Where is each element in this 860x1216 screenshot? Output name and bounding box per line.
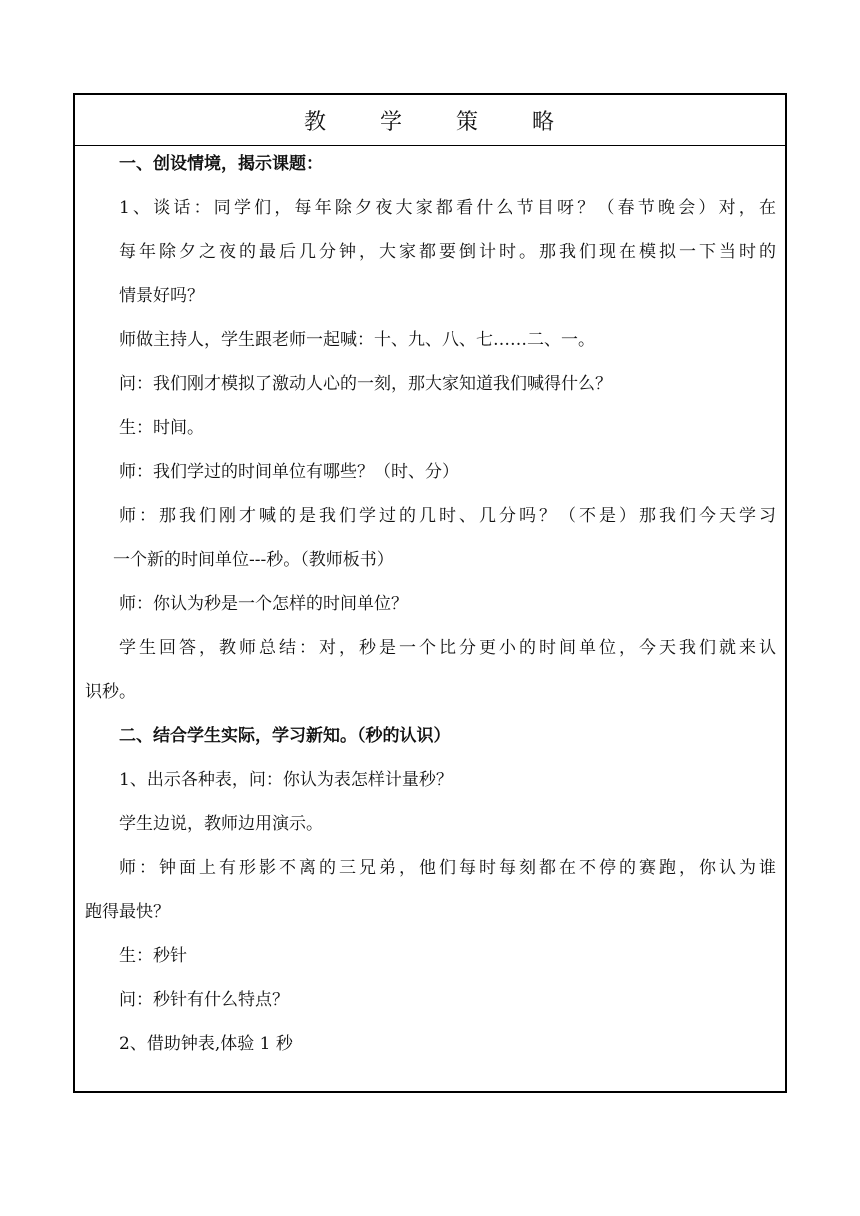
paragraph-line: 2、借助钟表,体验 1 秒 [119,1034,293,1054]
table-title [75,95,785,146]
paragraph-line: 1、出示各种表，问：你认为表怎样计量秒？ [119,770,453,790]
paragraph-line: 每年除夕之夜的最后几分钟，大家都要倒计时。那我们现在模拟一下当时的 [119,242,776,262]
paragraph-line: 一个新的时间单位---秒。（教师板书） [113,550,394,570]
paragraph-line: 1、谈话：同学们，每年除夕夜大家都看什么节目呀？（春节晚会）对，在 [119,198,776,218]
paragraph-line: 识秒。 [85,682,136,702]
paragraph-line: 情景好吗？ [119,286,204,306]
paragraph-line: 师：我们学过的时间单位有哪些？（时、分） [119,462,459,482]
title-char: 略 [532,109,557,135]
paragraph-line: 学生边说，教师边用演示。 [119,814,323,834]
paragraph-line: 学生回答，教师总结：对，秒是一个比分更小的时间单位，今天我们就来认 [119,638,776,658]
section-heading: 二、结合学生实际，学习新知。（秒的认识） [119,726,451,746]
paragraph-line: 跑得最快？ [85,902,170,922]
strategy-table [73,93,787,1093]
paragraph-line: 生：秒针 [119,946,187,966]
paragraph-line: 师：你认为秒是一个怎样的时间单位？ [119,594,408,614]
title-char: 学 [379,109,404,135]
paragraph-line: 师做主持人，学生跟老师一起喊：十、九、八、七……二、一。 [119,330,595,350]
title-char: 策 [456,109,481,135]
section-heading: 一、创设情境，揭示课题： [119,154,323,174]
paragraph-line: 问：我们刚才模拟了激动人心的一刻，那大家知道我们喊得什么？ [119,374,612,394]
paragraph-line: 师：那我们刚才喊的是我们学过的几时、几分吗？（不是）那我们今天学习 [119,506,776,526]
paragraph-line: 生：时间。 [119,418,204,438]
title-char: 教 [303,109,328,135]
paragraph-line: 问：秒针有什么特点？ [119,990,289,1010]
paragraph-line: 师：钟面上有形影不离的三兄弟，他们每时每刻都在不停的赛跑，你认为谁 [119,858,776,878]
